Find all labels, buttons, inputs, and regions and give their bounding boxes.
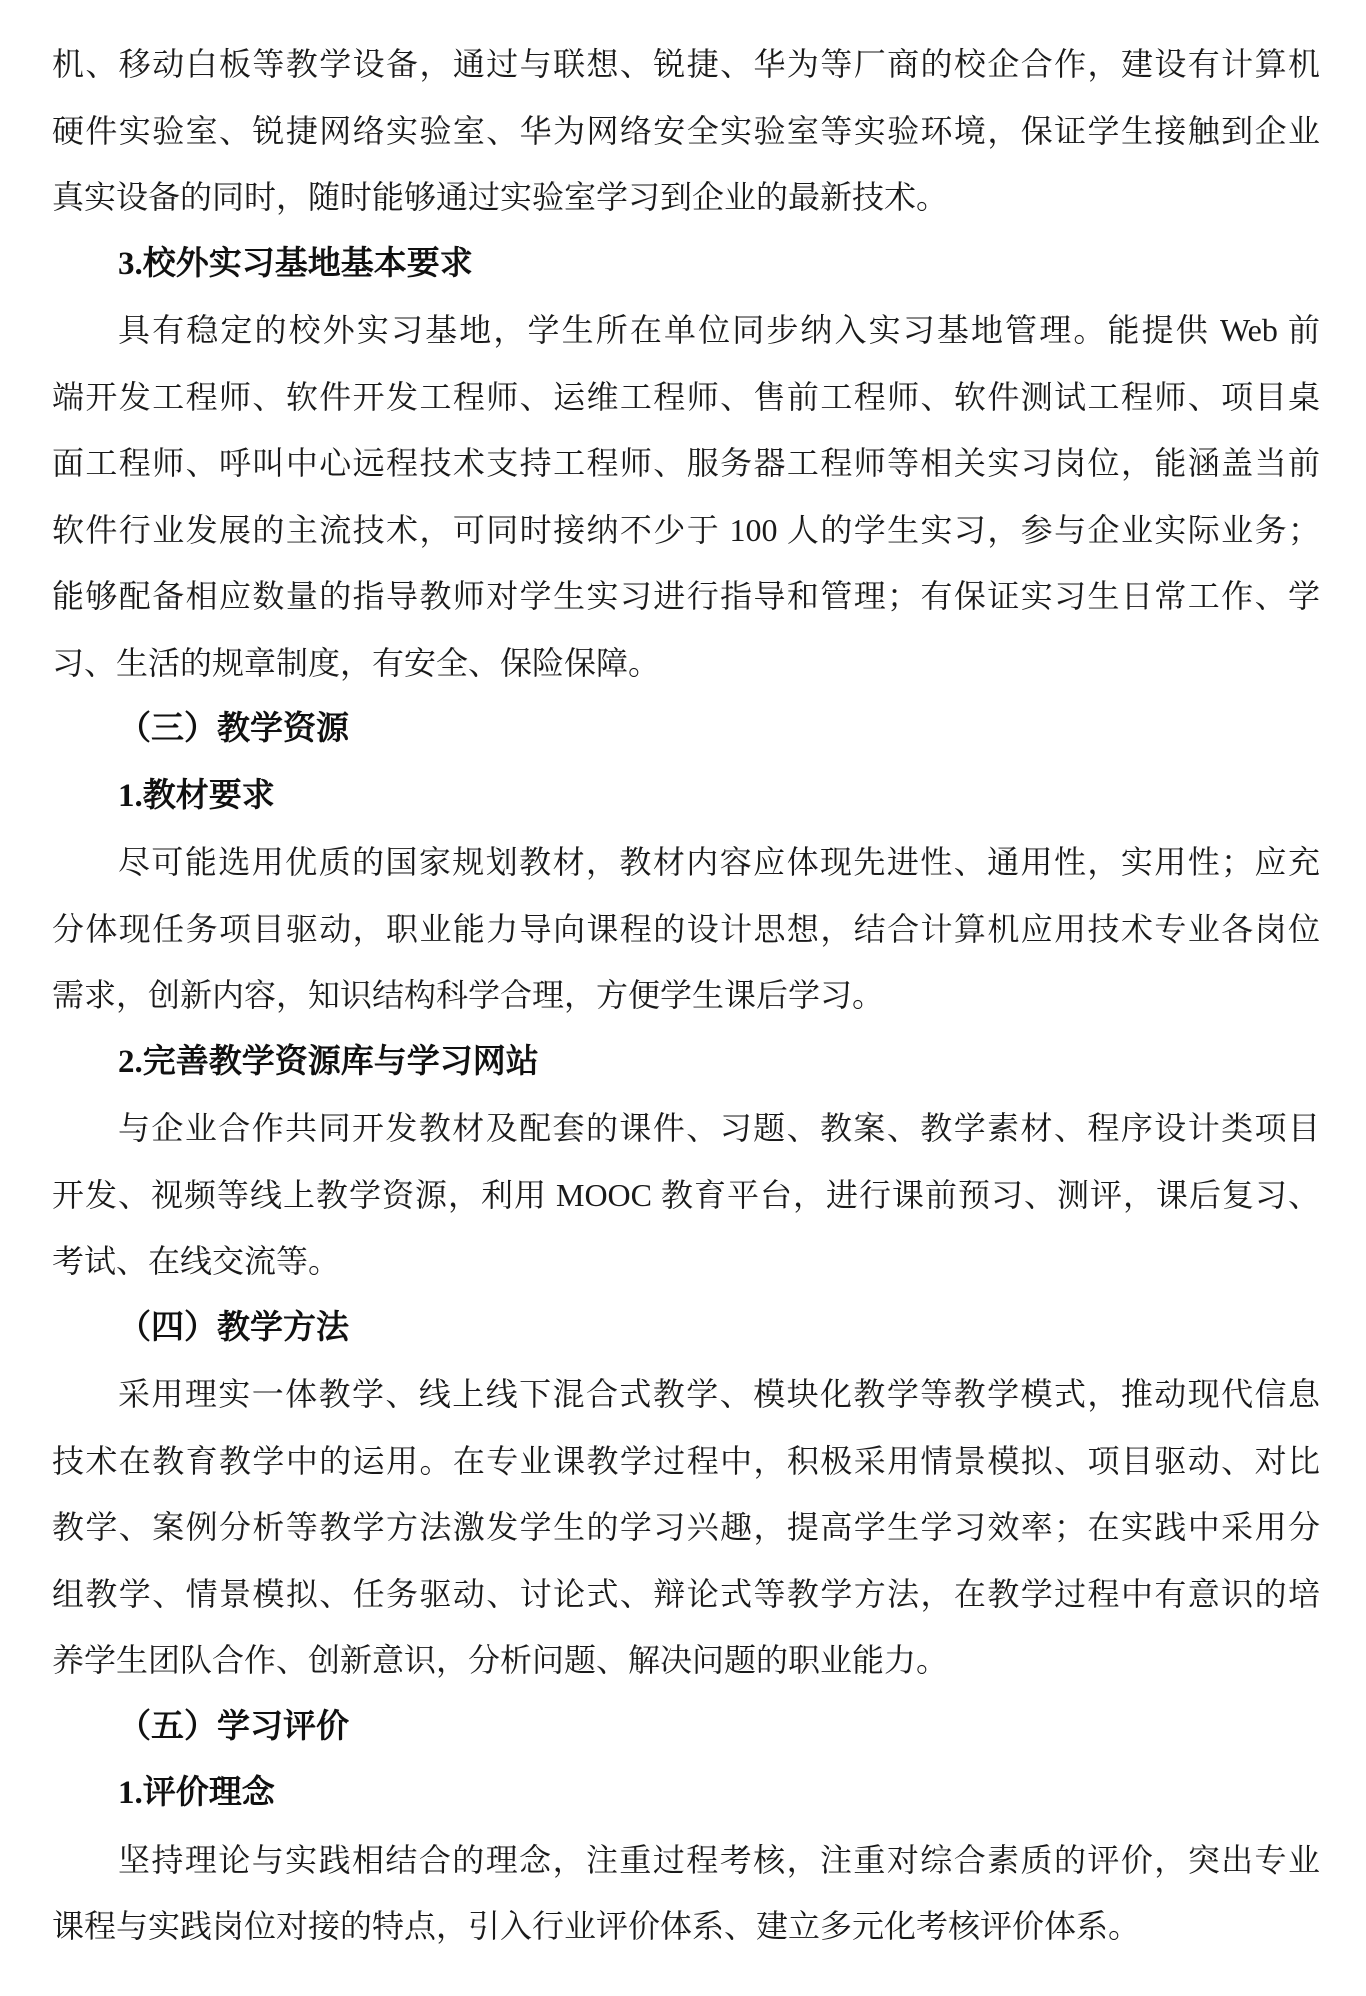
text-line: 坚持理论与实践相结合的理念，注重过程考核，注重对综合素质的评价，突出专业	[118, 1841, 1320, 1878]
text-line: 真实设备的同时，随时能够通过实验室学习到企业的最新技术。	[52, 179, 949, 215]
text-line: 尽可能选用优质的国家规划教材，教材内容应体现先进性、通用性，实用性；应充	[118, 844, 1320, 880]
heading-teaching-methods: （四）教学方法	[118, 1309, 349, 1346]
text-line: 与企业合作共同开发教材及配套的课件、习题、教案、教学素材、程序设计类项目	[118, 1110, 1320, 1146]
text-line: 面工程师、呼叫中心远程技术支持工程师、服务器工程师等相关实习岗位，能涵盖当前	[52, 445, 1320, 481]
text-line: 技术在教育教学中的运用。在专业课教学过程中，积极采用情景模拟、项目驱动、对比	[52, 1442, 1320, 1479]
body-paragraph	[52, 1095, 1320, 1295]
heading-learning-evaluation: （五）学习评价	[118, 1708, 349, 1745]
text-line: 机、移动白板等教学设备，通过与联想、锐捷、华为等厂商的校企合作，建设有计算机	[52, 46, 1320, 82]
body-paragraph	[52, 297, 1320, 696]
heading-textbook-requirements: 1.教材要求	[118, 777, 275, 814]
body-paragraph	[52, 829, 1320, 1029]
text-line: 习、生活的规章制度，有安全、保险保障。	[52, 644, 661, 681]
text-line: 硬件实验室、锐捷网络实验室、华为网络安全实验室等实验环境，保证学生接触到企业	[52, 112, 1320, 149]
text-line: 课程与实践岗位对接的特点，引入行业评价体系、建立多元化考核评价体系。	[52, 1908, 1141, 1944]
text-line: 具有稳定的校外实习基地，学生所在单位同步纳入实习基地管理。能提供 Web 前	[118, 312, 1320, 348]
heading-resource-library-website: 2.完善教学资源库与学习网站	[118, 1043, 539, 1080]
text-line: 教学、案例分析等教学方法激发学生的学习兴趣，提高学生学习效率；在实践中采用分	[52, 1509, 1320, 1545]
body-paragraph	[52, 1361, 1320, 1694]
text-line: 考试、在线交流等。	[52, 1243, 341, 1279]
heading-off-campus-internship-base: 3.校外实习基地基本要求	[118, 245, 473, 282]
body-paragraph	[52, 31, 1320, 231]
text-line: 分体现任务项目驱动，职业能力导向课程的设计思想，结合计算机应用技术专业各岗位	[52, 910, 1320, 947]
text-line: 采用理实一体教学、线上线下混合式教学、模块化教学等教学模式，推动现代信息	[118, 1376, 1320, 1412]
text-line: 需求，创新内容，知识结构科学合理，方便学生课后学习。	[52, 977, 885, 1013]
heading-evaluation-concept: 1.评价理念	[118, 1775, 275, 1811]
body-paragraph	[52, 1827, 1320, 1960]
text-line: 养学生团队合作、创新意识，分析问题、解决问题的职业能力。	[52, 1642, 949, 1678]
text-line: 软件行业发展的主流技术，可同时接纳不少于 100 人的学生实习，参与企业实际业务；	[52, 511, 1320, 548]
text-line: 开发、视频等线上教学资源，利用 MOOC 教育平台，进行课前预习、测评，课后复习、	[52, 1176, 1320, 1213]
heading-teaching-resources: （三）教学资源	[118, 711, 349, 747]
text-line: 组教学、情景模拟、任务驱动、讨论式、辩论式等教学方法，在教学过程中有意识的培	[52, 1575, 1320, 1612]
text-line: 端开发工程师、软件开发工程师、运维工程师、售前工程师、软件测试工程师、项目桌	[52, 378, 1320, 415]
text-line: 能够配备相应数量的指导教师对学生实习进行指导和管理；有保证实习生日常工作、学	[52, 578, 1320, 614]
